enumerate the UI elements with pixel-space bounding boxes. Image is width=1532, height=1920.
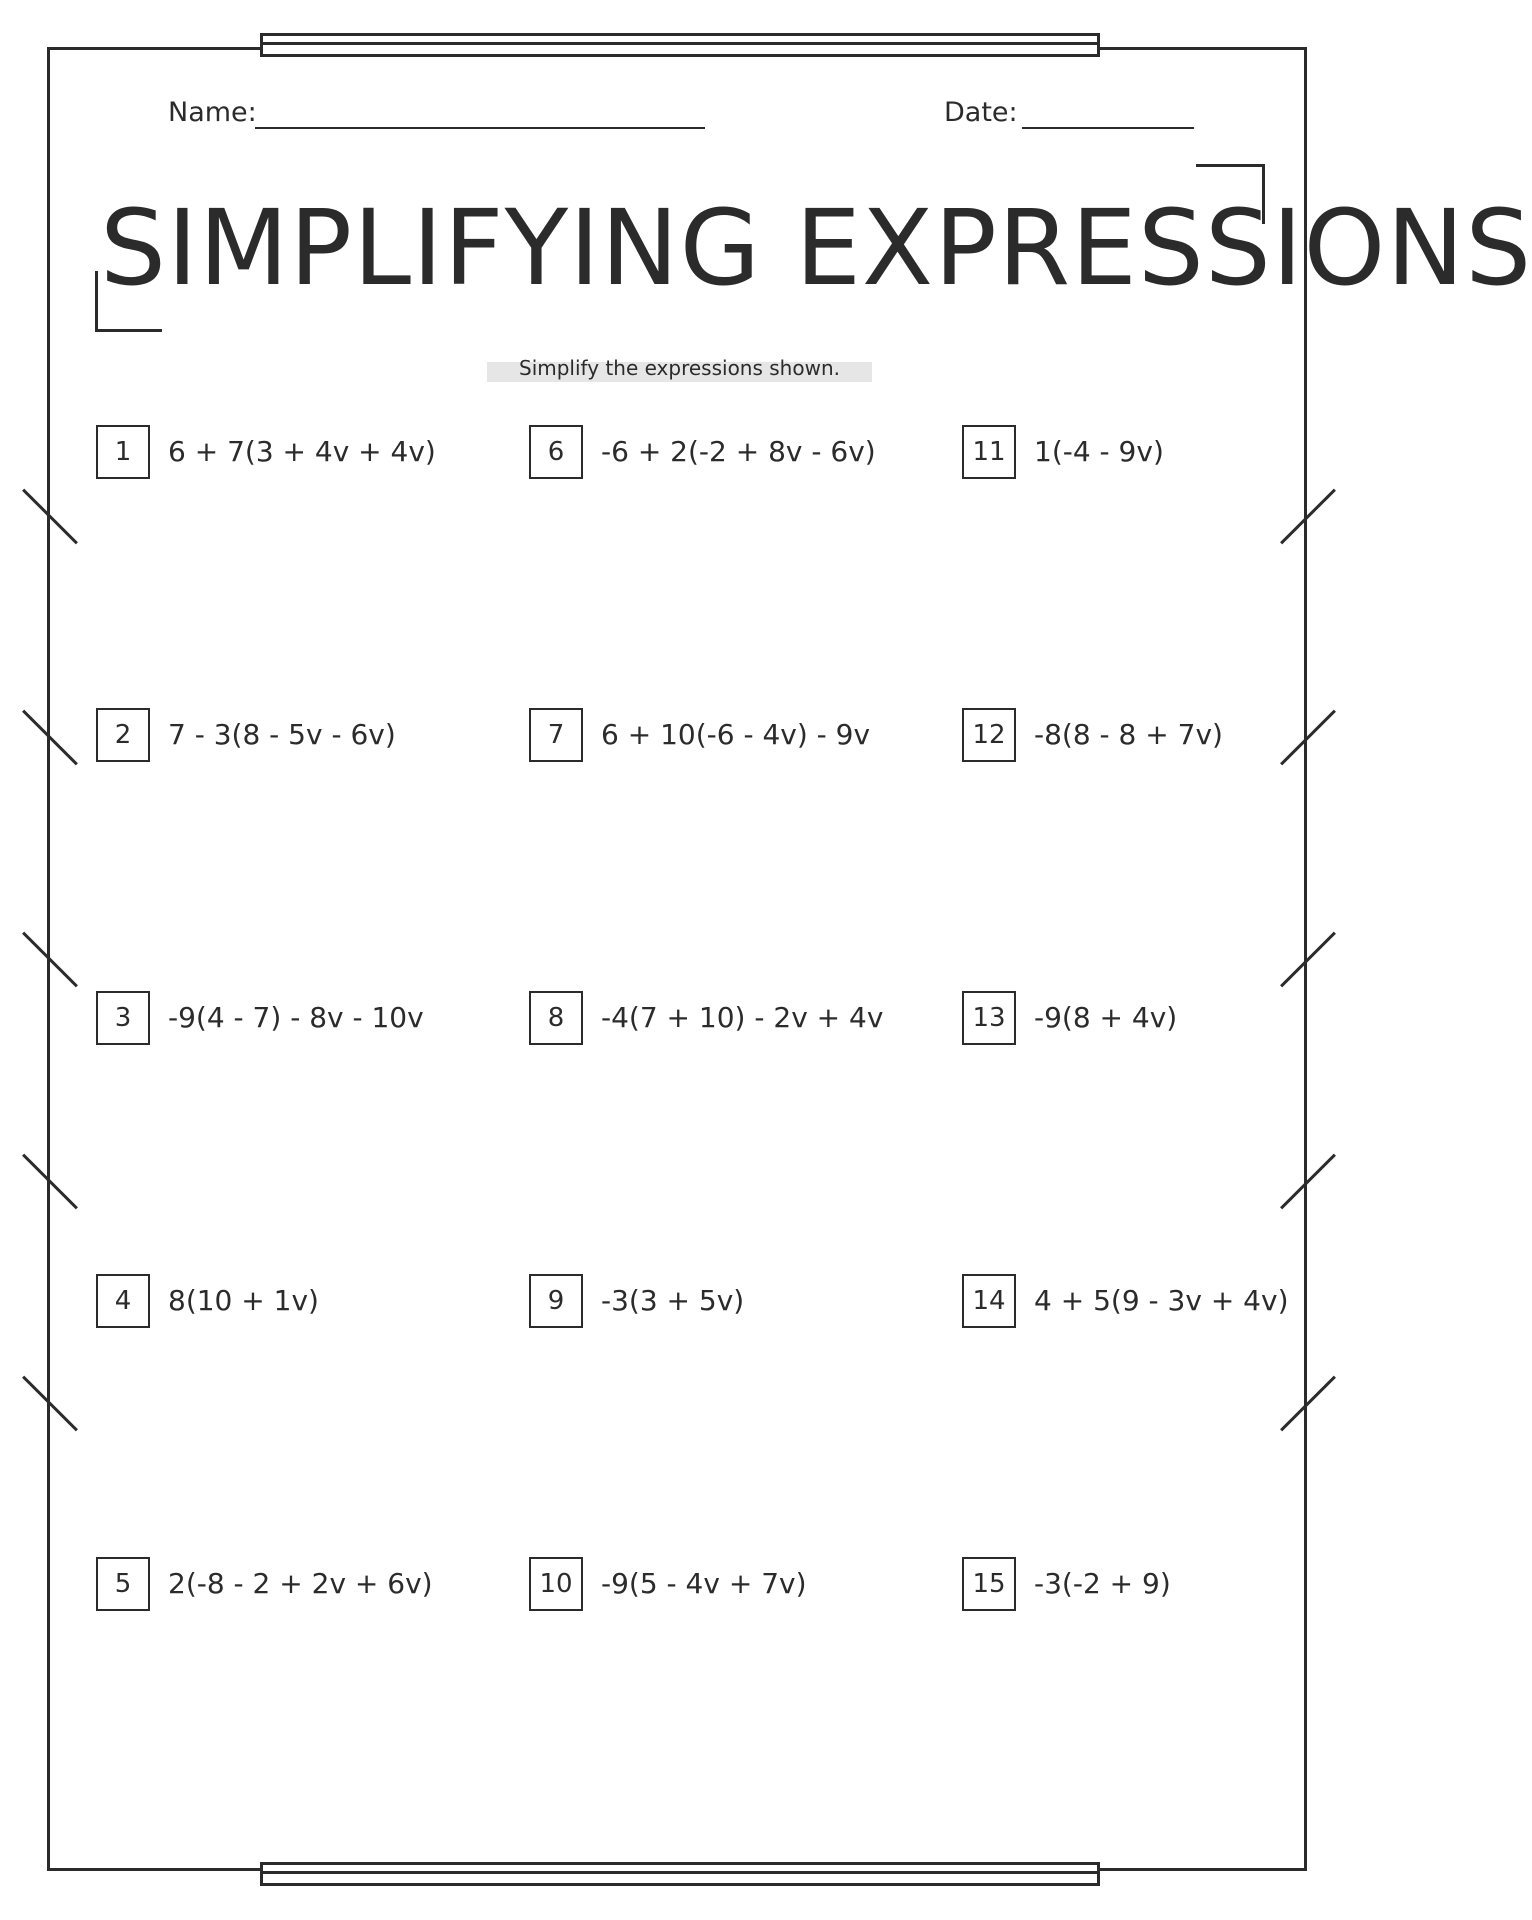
problem-expression: 6 + 10(-6 - 4v) - 9v [601,718,871,751]
problem-number: 15 [962,1557,1016,1611]
problem-number: 11 [962,425,1016,479]
problem-number: 1 [96,425,150,479]
problem-expression: 2(-8 - 2 + 2v + 6v) [168,1567,433,1600]
problem-expression: -9(4 - 7) - 8v - 10v [168,1001,424,1034]
problem-number: 5 [96,1557,150,1611]
problem-number: 2 [96,708,150,762]
problem-number: 4 [96,1274,150,1328]
problem-number: 7 [529,708,583,762]
problem-expression: -9(5 - 4v + 7v) [601,1567,807,1600]
problem-number: 3 [96,991,150,1045]
problem-expression: -4(7 + 10) - 2v + 4v [601,1001,884,1034]
problem-expression: 6 + 7(3 + 4v + 4v) [168,435,436,468]
problem-number: 10 [529,1557,583,1611]
name-label: Name: [168,97,257,128]
instructions-banner [487,356,872,382]
problem-expression: -9(8 + 4v) [1034,1001,1178,1034]
problem-expression: 1(-4 - 9v) [1034,435,1164,468]
date-label: Date: [944,97,1018,128]
problem-expression: -3(3 + 5v) [601,1284,745,1317]
problem-number: 14 [962,1274,1016,1328]
top-tab-decoration [260,33,1100,57]
problem-expression: -8(8 - 8 + 7v) [1034,718,1223,751]
date-field[interactable] [1022,127,1194,129]
problem-expression: -3(-2 + 9) [1034,1567,1171,1600]
problem-number: 12 [962,708,1016,762]
problem-expression: 7 - 3(8 - 5v - 6v) [168,718,396,751]
problem-expression: 8(10 + 1v) [168,1284,319,1317]
problem-number: 8 [529,991,583,1045]
problem-number: 9 [529,1274,583,1328]
problem-number: 6 [529,425,583,479]
instructions-text: Simplify the expressions shown. [519,356,840,380]
name-field[interactable] [255,127,705,129]
problem-expression: 4 + 5(9 - 3v + 4v) [1034,1284,1289,1317]
problem-expression: -6 + 2(-2 + 8v - 6v) [601,435,876,468]
page-title: SIMPLIFYING EXPRESSIONS [100,187,1532,309]
bottom-tab-decoration [260,1862,1100,1886]
problem-number: 13 [962,991,1016,1045]
